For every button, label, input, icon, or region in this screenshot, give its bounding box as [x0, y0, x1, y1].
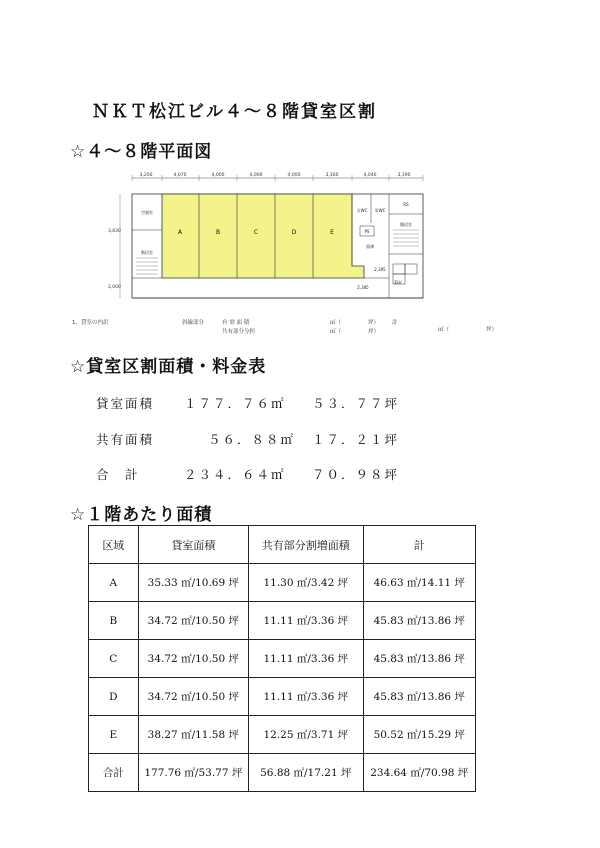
- cell-zone: 合計: [89, 754, 139, 792]
- cell-total: 45.83 ㎡/13.86 坪: [363, 640, 475, 678]
- cell-total: 46.63 ㎡/14.11 坪: [363, 564, 475, 602]
- dim-top-8: 3,190: [397, 173, 411, 178]
- cell-zone: C: [89, 640, 139, 678]
- room-elv: ELV: [394, 280, 402, 285]
- cell-rental: 34.72 ㎡/10.50 坪: [138, 678, 248, 716]
- section-area-heading: ☆貸室区割面積・料金表: [70, 357, 267, 377]
- legend-unit-m2-1: ㎡（: [330, 320, 342, 326]
- legend-total-m2: ㎡（: [438, 327, 450, 333]
- cell-zone: A: [89, 564, 139, 602]
- table-header-row: [89, 526, 476, 564]
- cell-total: 45.83 ㎡/13.86 坪: [363, 678, 475, 716]
- table-row: [89, 678, 476, 716]
- legend-common-area: 共有部分分担: [222, 329, 256, 335]
- area-row-label: 貸室面積: [96, 396, 155, 411]
- stair-left-icon: [136, 258, 158, 274]
- room-wc-female: 女WC: [356, 208, 368, 213]
- cell-common: 11.11 ㎡/3.36 坪: [249, 640, 363, 678]
- area-row-tsubo: １７．２１坪: [312, 432, 400, 447]
- area-row-m2: １７７．７６㎡: [184, 396, 286, 411]
- room-kitchen: 湯沸: [366, 244, 374, 249]
- cell-common: 11.30 ㎡/3.42 坪: [249, 564, 363, 602]
- cell-common: 56.88 ㎡/17.21 坪: [249, 754, 363, 792]
- dim-top-7: 4,040: [363, 173, 377, 178]
- area-row-m2: ２３４．６４㎡: [184, 467, 286, 482]
- dim-top-5: 4,000: [287, 173, 301, 178]
- header-rental-area: 貸室面積: [138, 526, 248, 564]
- legend-total-tsubo: 坪）: [486, 327, 498, 333]
- cell-common: 11.11 ㎡/3.36 坪: [249, 602, 363, 640]
- area-row-label: 合 計: [96, 467, 140, 482]
- floor-plan: [98, 168, 428, 313]
- cell-rental: 38.27 ㎡/11.58 坪: [138, 716, 248, 754]
- table-row: [89, 640, 476, 678]
- section-per-floor-heading: ☆１階あたり面積: [70, 505, 213, 525]
- cell-zone: E: [89, 716, 139, 754]
- dim-small-1: 2,395: [374, 267, 386, 272]
- room-wc-male: 男WC: [374, 208, 386, 213]
- cell-zone: D: [89, 678, 139, 716]
- room-ps: PS: [364, 229, 370, 234]
- cell-zone: B: [89, 602, 139, 640]
- table-total-row: [89, 754, 476, 792]
- area-row-m2: ５６．８８㎡: [208, 432, 296, 447]
- legend-total-label: 計: [392, 320, 398, 326]
- cell-common: 12.25 ㎡/3.71 坪: [249, 716, 363, 754]
- table-row: [89, 602, 476, 640]
- unit-label-b: B: [215, 229, 221, 236]
- unit-label-d: D: [291, 229, 297, 236]
- section-floor-plan-heading: ☆４～８階平面図: [70, 142, 213, 162]
- room-rs: RS: [403, 202, 409, 207]
- area-row-tsubo: ７０．９８坪: [312, 467, 400, 482]
- cell-rental: 177.76 ㎡/53.77 坪: [138, 754, 248, 792]
- room-stair-right: 階段室: [400, 222, 412, 227]
- dim-left-2: 2,000: [108, 285, 121, 290]
- table-row: [89, 564, 476, 602]
- document-title: ＮＫＴ松江ビル４～８階貸室区割: [92, 102, 377, 122]
- header-common-area: 共有部分割増面積: [249, 526, 363, 564]
- dim-top-3: 4,000: [211, 173, 225, 178]
- area-row-label: 共有面積: [96, 432, 155, 447]
- dim-top-2: 4,070: [173, 173, 187, 178]
- legend-item-label: 1．貸室の内訳: [72, 320, 109, 326]
- table-row: [89, 716, 476, 754]
- legend-unit-tsubo-1: 坪）: [368, 320, 380, 326]
- unit-label-a: A: [177, 229, 183, 236]
- dim-left-1: 3,830: [108, 229, 121, 234]
- cell-rental: 34.72 ㎡/10.50 坪: [138, 602, 248, 640]
- area-row-tsubo: ５３．７７坪: [312, 396, 400, 411]
- dim-top-1: 3,200: [139, 173, 153, 178]
- unit-label-c: C: [253, 229, 259, 236]
- area-table: [88, 525, 476, 792]
- room-stair-left: 階段室: [141, 250, 153, 255]
- legend-unit-tsubo-2: 坪）: [368, 329, 380, 335]
- dim-top-4: 4,000: [249, 173, 263, 178]
- room-aircon: 空調室: [141, 210, 153, 215]
- legend-unit-m2-2: ㎡（: [330, 329, 342, 335]
- cell-total: 234.64 ㎡/70.98 坪: [363, 754, 475, 792]
- cell-rental: 35.33 ㎡/10.69 坪: [138, 564, 248, 602]
- header-zone: 区域: [89, 526, 139, 564]
- stair-right-icon: [393, 230, 419, 246]
- rental-area-fill: [162, 194, 364, 278]
- cell-total: 50.52 ㎡/15.29 坪: [363, 716, 475, 754]
- legend-shading-label: 斜線部分: [182, 320, 205, 326]
- cell-rental: 34.72 ㎡/10.50 坪: [138, 640, 248, 678]
- dim-top-6: 3,160: [325, 173, 339, 178]
- cell-total: 45.83 ㎡/13.86 坪: [363, 602, 475, 640]
- cell-common: 11.11 ㎡/3.36 坪: [249, 678, 363, 716]
- dim-small-2: 2,385: [357, 285, 369, 290]
- unit-label-e: E: [330, 229, 334, 236]
- legend-effective-area: 有 効 面 積: [222, 320, 250, 326]
- header-total: 計: [363, 526, 475, 564]
